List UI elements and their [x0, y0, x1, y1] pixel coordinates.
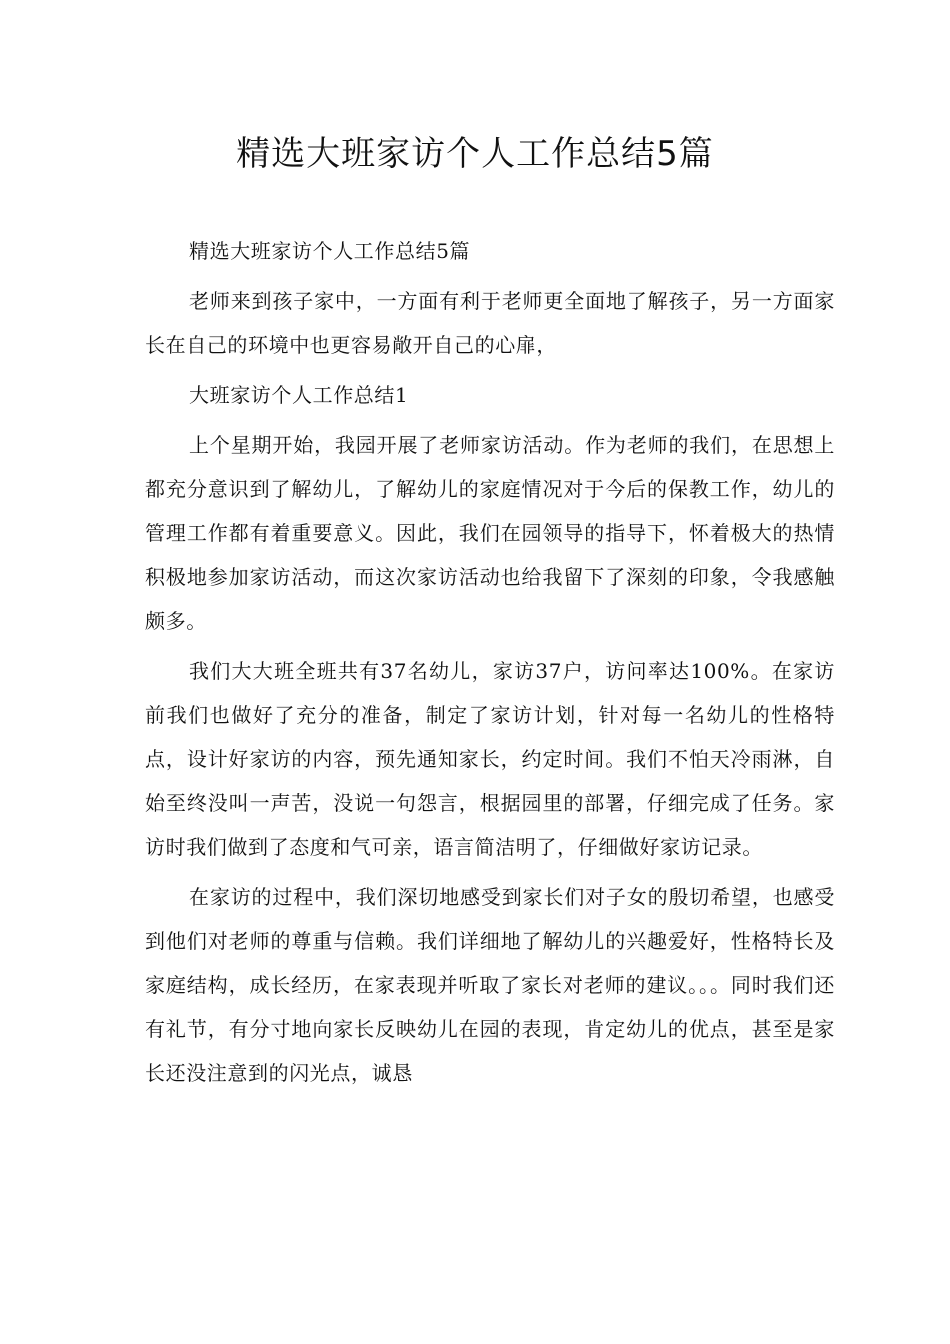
section-heading: 大班家访个人工作总结1 — [189, 383, 409, 407]
body-paragraph: 上个星期开始，我园开展了老师家访活动。作为老师的我们，在思想上都充分意识到了解幼儿，了解幼儿的家庭情况对于今后的保教工作，幼儿的管理工作都有着重要意义。因此，我们在园领导的指导下，怀着极大的热情积极地参加家访活动，而这次家访活动也给我留下了深刻的印象，令我感触颇多。 — [145, 433, 835, 633]
subtitle-paragraph: 精选大班家访个人工作总结5篇 — [189, 239, 471, 263]
body-paragraph: 在家访的过程中，我们深切地感受到家长们对子女的殷切希望，也感受到他们对老师的尊重与信赖。我们详细地了解幼儿的兴趣爱好，性格特长及家庭结构，成长经历，在家表现并听取了家长对老师的建议。。。同时我们还有礼节，有分寸地向家长反映幼儿在园的表现，肯定幼儿的优点，甚至是家长还没注意到的闪光点，诚恳 — [145, 885, 835, 1085]
body-paragraph: 我们大大班全班共有37名幼儿，家访37户，访问率达100%。在家访前我们也做好了充分的准备，制定了家访计划，针对每一名幼儿的性格特点，设计好家访的内容，预先通知家长，约定时间。我们不怕天冷雨淋，自始至终没叫一声苦，没说一句怨言，根据园里的部署，仔细完成了任务。家访时我们做到了态度和气可亲，语言简洁明了，仔细做好家访记录。 — [145, 659, 835, 859]
document-body — [145, 229, 835, 1101]
intro-paragraph: 老师来到孩子家中，一方面有利于老师更全面地了解孩子，另一方面家长在自己的环境中也更容易敞开自己的心扉， — [145, 289, 835, 357]
document-title: 精选大班家访个人工作总结5篇 — [236, 134, 714, 174]
